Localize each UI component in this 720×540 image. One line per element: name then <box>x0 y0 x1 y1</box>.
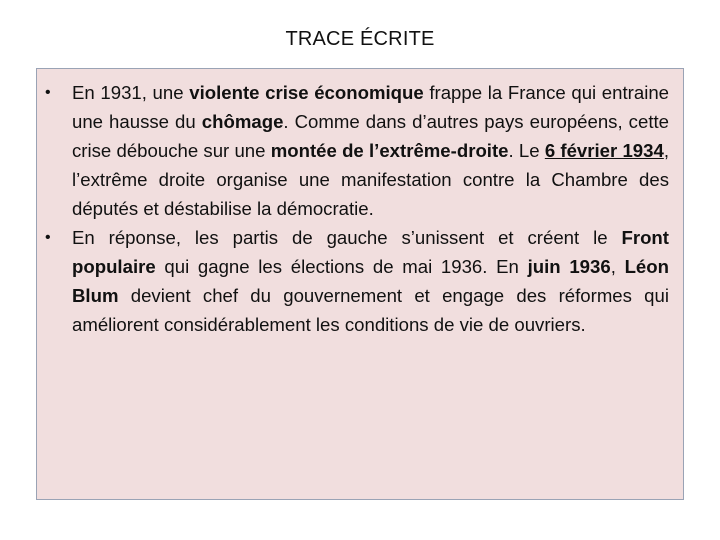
text-run: frappe la France qui entraine une hausse du <box>72 82 670 132</box>
emphasis-crisis: violente crise économique <box>189 82 424 103</box>
bullet-item-front-populaire <box>37 223 669 339</box>
emphasis-front-populaire: Front populaire <box>72 227 669 277</box>
text-run: . Le <box>508 140 545 161</box>
text-run: qui gagne les élections de mai 1936. En <box>155 256 528 277</box>
text-run: , l’extrême droite organise une manifestation contre la Chambre des députés et déstabilise la démocratie. <box>72 140 669 219</box>
emphasis-date-1934: 6 février 1934 <box>544 140 664 161</box>
text-run: , <box>610 256 625 277</box>
emphasis-unemployment: chômage <box>201 111 284 132</box>
bullet-marker: • <box>45 229 51 246</box>
emphasis-date-1936: juin 1936 <box>527 256 611 277</box>
page-title: TRACE ÉCRITE <box>285 28 435 50</box>
bullet-marker: • <box>45 84 51 101</box>
text-box <box>36 68 684 500</box>
text-run: En 1931, une <box>72 82 190 103</box>
emphasis-leon-blum: Léon Blum <box>72 256 669 306</box>
text-run: devient chef du gouvernement et engage des réformes qui améliorent considérablement les conditions de vie de ouvriers. <box>72 285 669 335</box>
emphasis-far-right: montée de l’extrême-droite <box>270 140 509 161</box>
bullet-item-crisis <box>37 78 669 223</box>
text-run: En réponse, les partis de gauche s’unissent et créent le <box>72 227 622 248</box>
bullet-list <box>37 78 669 339</box>
text-run: . Comme dans d’autres pays européens, cette crise débouche sur une <box>72 111 669 161</box>
